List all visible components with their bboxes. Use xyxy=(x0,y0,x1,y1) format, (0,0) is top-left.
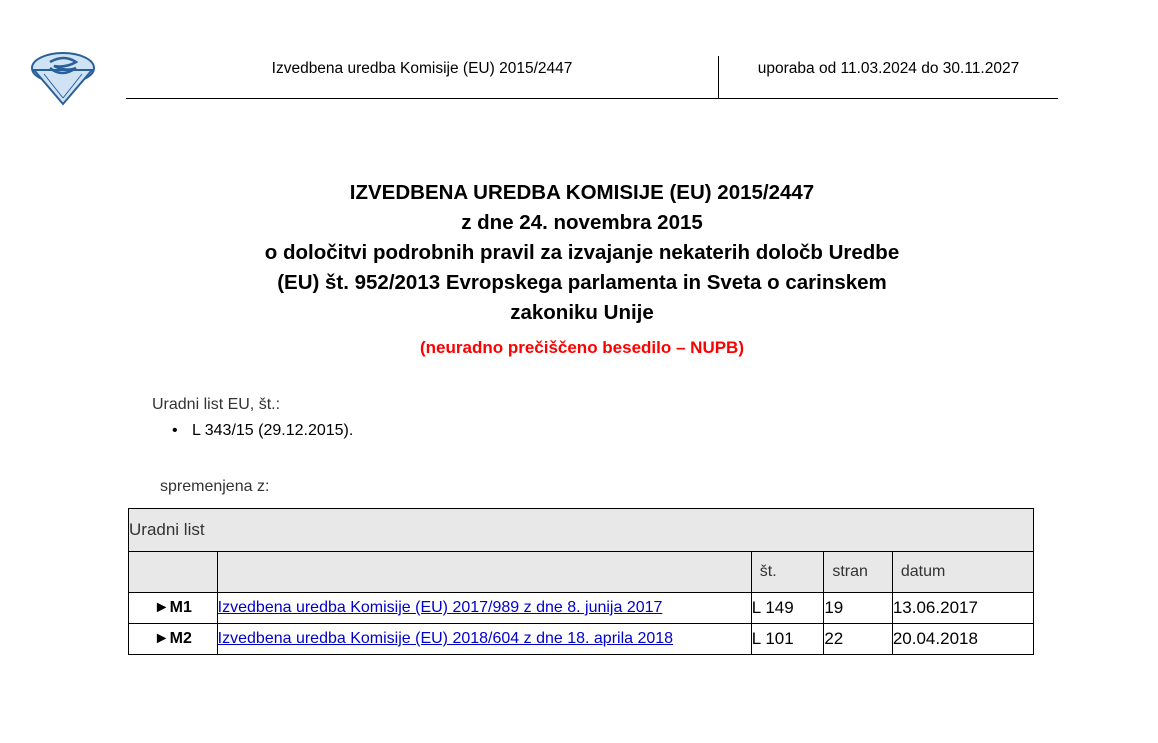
table-row xyxy=(129,593,1034,624)
header-rule xyxy=(126,98,1058,99)
amendment-oj-number: L 149 xyxy=(751,593,824,624)
table-row xyxy=(129,624,1034,655)
amendment-act-cell xyxy=(217,593,751,624)
amendment-marker: ►M1 xyxy=(129,593,218,624)
list-item: • L 343/15 (29.12.2015). xyxy=(152,420,353,442)
title-line-3: o določitvi podrobnih pravil za izvajanje nekaterih določb Uredbe xyxy=(264,241,900,264)
amendment-act-cell xyxy=(217,624,751,655)
title-line-2: z dne 24. novembra 2015 xyxy=(461,211,703,234)
column-header-act xyxy=(217,552,751,593)
header-regulation-title: Izvedbena uredba Komisije (EU) 2015/2447 xyxy=(271,60,573,77)
table-group-header-row xyxy=(129,509,1034,552)
official-journal-list xyxy=(152,420,353,442)
amendment-act-link[interactable]: Izvedbena uredba Komisije (EU) 2017/989 z dne 8. junija 2017 xyxy=(217,599,663,616)
title-line-1: IZVEDBENA UREDBA KOMISIJE (EU) 2015/2447 xyxy=(349,181,815,204)
amendment-oj-page: 22 xyxy=(824,624,893,655)
amended-by-label: spremenjena z: xyxy=(160,478,270,495)
nupb-subtitle: (neuradno prečiščeno besedilo – NUPB) xyxy=(419,338,744,357)
emblem-logo xyxy=(28,48,98,106)
column-header-marker xyxy=(129,552,218,593)
amendment-marker: ►M2 xyxy=(129,624,218,655)
official-journal-label: Uradni list EU, št.: xyxy=(152,396,281,413)
amendment-oj-date: 20.04.2018 xyxy=(892,624,1033,655)
title-line-4: (EU) št. 952/2013 Evropskega parlamenta in Sveta o carinskem xyxy=(277,271,887,294)
amendment-oj-date: 13.06.2017 xyxy=(892,593,1033,624)
table-header-row xyxy=(129,552,1034,593)
column-header-date: datum xyxy=(892,552,1033,593)
page-title xyxy=(129,178,1035,363)
header-validity-range: uporaba od 11.03.2024 do 30.11.2027 xyxy=(757,60,1020,77)
amendments-table xyxy=(128,508,1034,655)
amendment-oj-page: 19 xyxy=(824,593,893,624)
column-header-number: št. xyxy=(751,552,824,593)
amendment-act-link[interactable]: Izvedbena uredba Komisije (EU) 2018/604 z dne 18. aprila 2018 xyxy=(217,630,674,647)
page-header xyxy=(0,40,1158,102)
amendment-oj-number: L 101 xyxy=(751,624,824,655)
official-journal-group-header: Uradni list xyxy=(129,509,1034,552)
column-header-page: stran xyxy=(824,552,893,593)
title-line-5: zakoniku Unije xyxy=(510,301,654,324)
